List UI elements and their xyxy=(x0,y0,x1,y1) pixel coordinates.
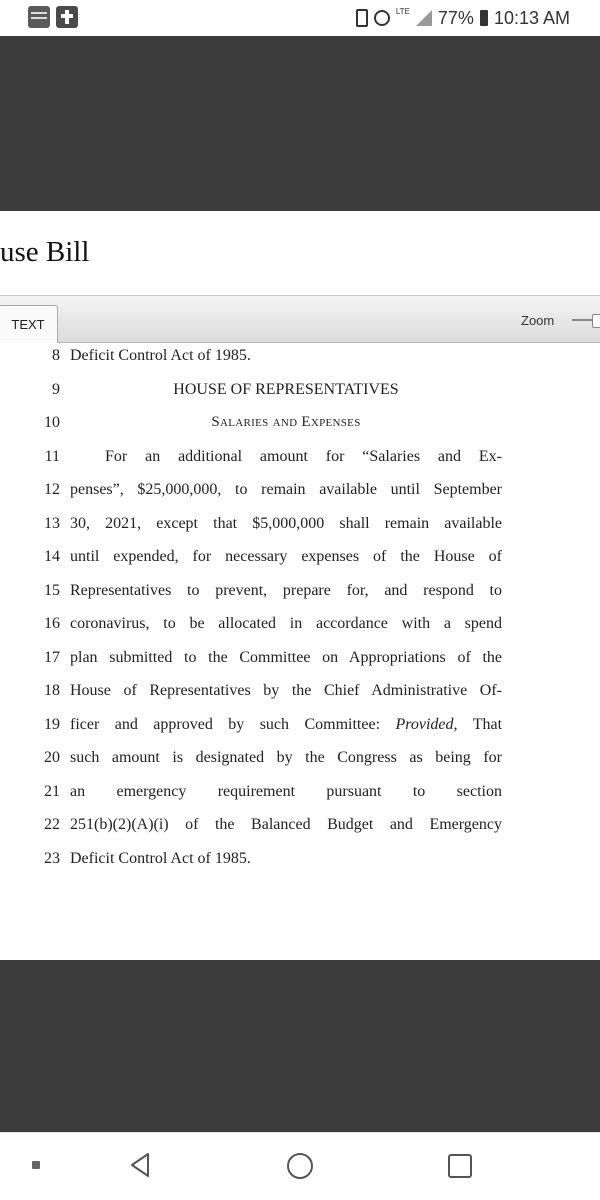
line-text: 30, 2021, except that $5,000,000 shall remain available xyxy=(70,515,502,532)
line-number: 12 xyxy=(44,481,60,498)
line-text: coronavirus, to be allocated in accordance with a spend xyxy=(70,615,502,632)
line-number: 9 xyxy=(52,381,60,398)
line-text: For an additional amount for “Salaries and Ex- xyxy=(105,448,502,465)
document-line xyxy=(0,749,600,779)
bible-app-icon xyxy=(28,6,50,28)
document-line xyxy=(0,783,600,813)
zoom-label: Zoom xyxy=(521,313,555,328)
signal-icon xyxy=(416,10,432,26)
line-number: 15 xyxy=(44,582,60,599)
line-number: 22 xyxy=(44,816,60,833)
page-title: use Bill xyxy=(0,236,90,268)
battery-icon xyxy=(480,10,488,26)
document-line xyxy=(0,481,600,511)
document-line xyxy=(0,716,600,746)
status-bar xyxy=(0,0,600,36)
document-line xyxy=(0,682,600,712)
line-text: Deficit Control Act of 1985. xyxy=(70,347,251,364)
proviso-word: Provided, xyxy=(395,716,458,733)
line-text: an emergency requirement pursuant to section xyxy=(70,783,502,800)
back-icon[interactable] xyxy=(128,1152,152,1178)
bottom-dark-area xyxy=(0,960,600,1132)
nav-dot-icon[interactable] xyxy=(32,1161,40,1169)
viewer-tab-bar xyxy=(0,295,600,343)
clock: 10:13 AM xyxy=(493,7,570,28)
line-number: 21 xyxy=(44,783,60,800)
line-text-start: ficer and approved by such Committee: xyxy=(70,716,381,733)
recent-apps-icon[interactable] xyxy=(448,1154,472,1178)
line-text: penses”, $25,000,000, to remain available until September xyxy=(70,481,502,498)
line-number: 11 xyxy=(44,448,60,465)
home-icon[interactable] xyxy=(287,1153,313,1179)
document-line xyxy=(0,515,600,545)
document-line xyxy=(0,649,600,679)
document-line xyxy=(0,582,600,612)
line-text: such amount is designated by the Congress as being for xyxy=(70,749,502,766)
tab-text[interactable]: TEXT xyxy=(0,305,58,343)
document-page xyxy=(0,343,600,960)
cross-app-icon xyxy=(56,6,78,28)
zoom-slider[interactable] xyxy=(572,314,600,328)
line-number: 23 xyxy=(44,850,60,867)
navigation-bar xyxy=(0,1132,600,1200)
line-number: 20 xyxy=(44,749,60,766)
document-line xyxy=(0,816,600,846)
line-text: until expended, for necessary expenses of the House of xyxy=(70,548,502,565)
battery-percent: 77% xyxy=(437,7,474,28)
section-heading: HOUSE OF REPRESENTATIVES xyxy=(173,381,399,398)
line-number: 18 xyxy=(44,682,60,699)
line-text: 251(b)(2)(A)(i) of the Balanced Budget and Emergency xyxy=(70,816,502,833)
line-text xyxy=(70,716,502,734)
zoom-slider-handle[interactable] xyxy=(592,314,600,328)
document-line xyxy=(0,850,600,880)
title-bar xyxy=(0,211,600,295)
line-number: 8 xyxy=(52,347,60,364)
vibrate-icon xyxy=(356,9,368,27)
line-number: 19 xyxy=(44,716,60,733)
line-text: Deficit Control Act of 1985. xyxy=(70,850,251,867)
line-number: 16 xyxy=(44,615,60,632)
document-line xyxy=(0,381,600,411)
line-text: plan submitted to the Committee on Appropriations of the xyxy=(70,649,502,666)
document-line xyxy=(0,615,600,645)
document-line xyxy=(0,414,600,444)
line-number: 10 xyxy=(44,414,60,431)
network-type: LTE xyxy=(395,6,410,16)
document-line xyxy=(0,548,600,578)
line-number: 13 xyxy=(44,515,60,532)
document-line xyxy=(0,347,600,377)
top-dark-area xyxy=(0,36,600,211)
document-line xyxy=(0,448,600,478)
alarm-icon xyxy=(374,10,390,26)
line-text: House of Representatives by the Chief Administrative Of- xyxy=(70,682,502,699)
line-text: Representatives to prevent, prepare for, and respond to xyxy=(70,582,502,599)
line-number: 14 xyxy=(44,548,60,565)
line-text-end: That xyxy=(472,716,503,733)
subsection-heading: Salaries and Expenses xyxy=(211,414,361,430)
line-number: 17 xyxy=(44,649,60,666)
